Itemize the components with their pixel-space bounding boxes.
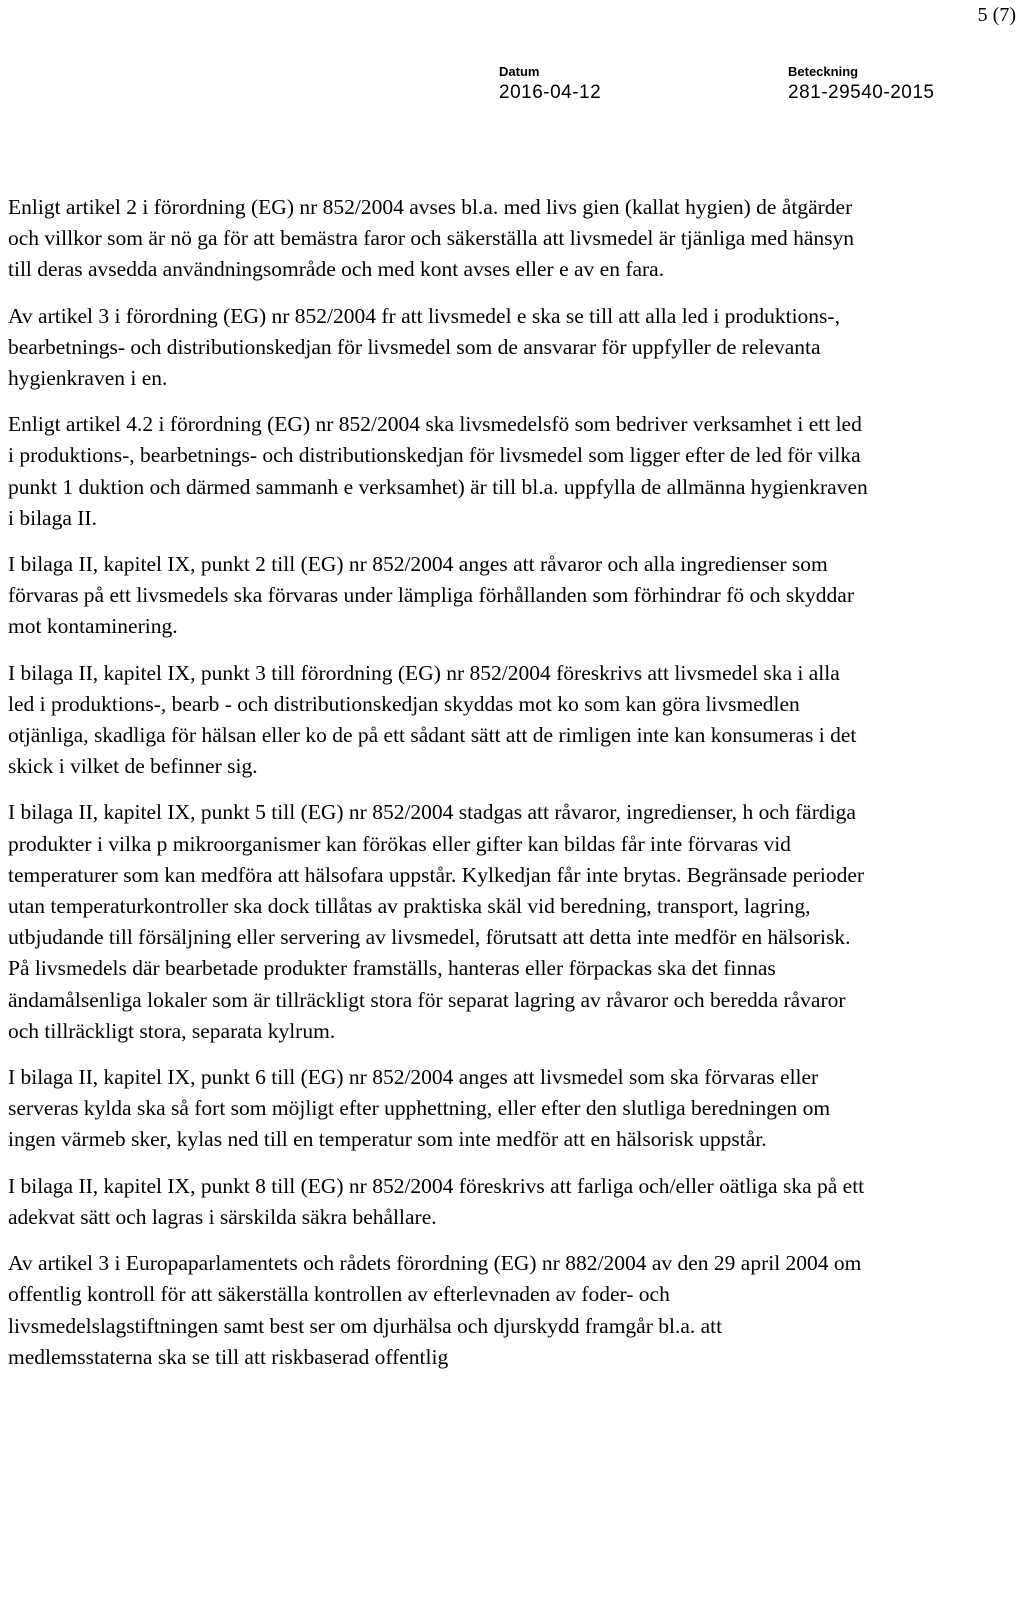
paragraph: Av artikel 3 i förordning (EG) nr 852/2004 fr att livsmedel e ska se till att alla led i produktions-, bearbetnings- och distributionskedjan för livsmedel som de ansvarar för uppfyller de relevanta hygienkraven i en. [8, 303, 840, 391]
paragraph: I bilaga II, kapitel IX, punkt 2 till (EG) nr 852/2004 anges att råvaror och alla ingredienser som förvaras på ett livsmedels ska förvaras under lämpliga förhållanden som förhindrar fö och skyddar mot kontaminering. [8, 552, 854, 639]
paragraph: Enligt artikel 4.2 i förordning (EG) nr 852/2004 ska livsmedelsfö som bedriver verksamhet i ett led i produktions-, bearbetnings- och distributionskedjan för livsmedel som ligger efter de led för vilka punkt 1 duktion och därmed sammanh e verksamhet) är till bl.a. uppfylla de allmänna hygienkraven i bilaga II. [8, 412, 868, 530]
date-value: 2016-04-12 [499, 82, 602, 103]
document-body [8, 192, 868, 1388]
paragraph: I bilaga II, kapitel IX, punkt 3 till förordning (EG) nr 852/2004 föreskrivs att livsmedel ska i alla led i produktions-, bearb - och distributionskedjan skyddas mot ko som kan göra livsmedlen otjänliga, skadliga för hälsan eller ko de på ett sådant sätt att de rimligen inte kan konsumeras i det skick i vilket de befinner sig. [8, 660, 857, 779]
paragraph: I bilaga II, kapitel IX, punkt 6 till (EG) nr 852/2004 anges att livsmedel som ska förvaras eller serveras kylda ska så fort som möjligt efter upphettning, eller efter den slutliga beredningen om ingen värmeb sker, kylas ned till en temperatur som inte medför att en hälsorisk uppstår. [8, 1065, 831, 1152]
paragraph: Enligt artikel 2 i förordning (EG) nr 852/2004 avses bl.a. med livs gien (kallat hygien) de åtgärder och villkor som är nö ga för att bemästra faror och säkerställa att livsmedel är tjänliga med hänsyn till deras avsedda användningsområde och med kont avses eller e av en fara. [8, 195, 854, 282]
paragraph: Av artikel 3 i Europaparlamentets och rådets förordning (EG) nr 882/2004 av den 29 april 2004 om offentlig kontroll för att säkerställa kontrollen av efterlevnaden av foder- och livsmedelslagstiftningen samt best ser om djurhälsa och djurskydd framgår bl.a. att medlemsstaterna ska se till att riskbaserad offentlig [8, 1251, 862, 1369]
page-number: 5 (7) [977, 4, 1016, 26]
paragraph: I bilaga II, kapitel IX, punkt 5 till (EG) nr 852/2004 stadgas att råvaror, ingredienser, h och färdiga produkter i vilka p mikroorganismer kan förökas eller gifter kan bildas får inte förvaras vid temperaturer som kan medföra att hälsofara uppstår. Kylkedjan får inte brytas. Begränsade perioder utan temperaturkontroller ska dock tillåtas av praktiska skäl vid beredning, transport, lagring, utbjudande till försäljning eller servering av livsmedel, förutsatt att detta inte medför en hälsorisk. På livsmedels där bearbetade produkter framställs, hanteras eller förpackas ska det finnas ändamålsenliga lokaler som är tillräckligt stora för separat lagring av råvaror och beredda råvaror och tillräckligt stora, separata kylrum. [8, 800, 865, 1043]
reference-value: 281-29540-2015 [788, 82, 935, 103]
date-label: Datum [499, 64, 540, 79]
reference-block [788, 64, 934, 104]
date-block [499, 64, 601, 104]
reference-label: Beteckning [788, 64, 859, 79]
paragraph: I bilaga II, kapitel IX, punkt 8 till (EG) nr 852/2004 föreskrivs att farliga och/eller oätliga ska på ett adekvat sätt och lagras i särskilda säkra behållare. [8, 1173, 865, 1229]
